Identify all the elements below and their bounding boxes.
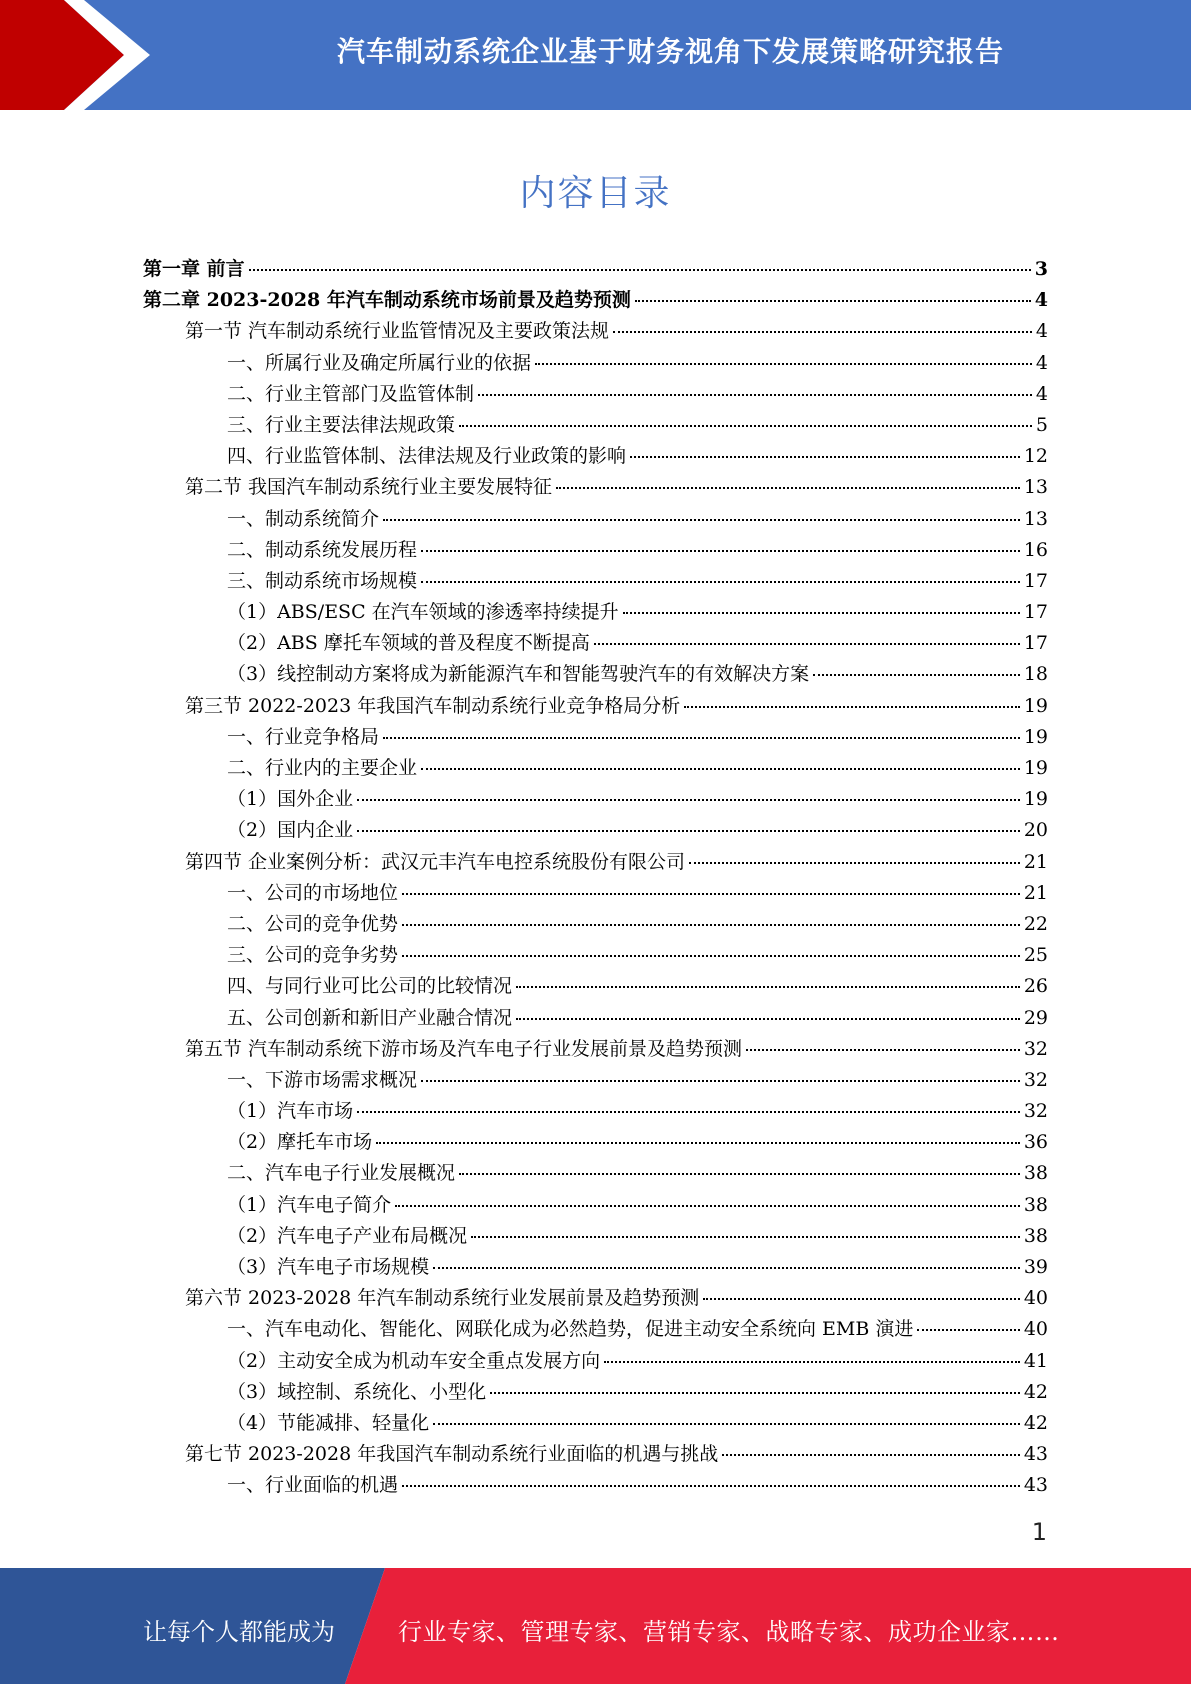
toc-entry-page: 42 (1023, 1380, 1048, 1403)
toc-entry[interactable] (143, 1221, 1048, 1252)
toc-entry-title: 二、公司的竞争优势 (227, 912, 399, 935)
toc-dot-leader (613, 331, 1032, 333)
toc-entry-page: 21 (1023, 850, 1048, 873)
header-title: 汽车制动系统企业基于财务视角下发展策略研究报告 (336, 35, 1004, 68)
toc-entry[interactable] (143, 1377, 1048, 1408)
footer-slogan-left: 让每个人都能成为 (143, 1618, 335, 1646)
toc-dot-leader (357, 799, 1020, 801)
toc-entry-page: 19 (1023, 725, 1048, 748)
toc-entry-page: 32 (1023, 1068, 1048, 1091)
toc-entry-page: 43 (1023, 1443, 1048, 1466)
toc-entry-title: 一、公司的市场地位 (227, 881, 399, 904)
footer-slogan-right: 行业专家、管理专家、营销专家、战略专家、成功企业家…… (398, 1618, 1060, 1646)
toc-entry-page: 17 (1023, 632, 1048, 655)
toc-dot-leader (383, 519, 1020, 521)
toc-entry[interactable] (143, 1127, 1048, 1158)
toc-entry-title: 一、行业面临的机遇 (227, 1474, 399, 1497)
page-number: 1 (1031, 1518, 1047, 1546)
toc-entry-page: 38 (1023, 1193, 1048, 1216)
toc-entry-page: 19 (1023, 757, 1048, 779)
toc-dot-leader (421, 1080, 1020, 1082)
toc-entry-page: 17 (1023, 569, 1048, 592)
toc-dot-leader (459, 1173, 1020, 1175)
toc-dot-leader (813, 674, 1020, 676)
toc-entry-page: 16 (1023, 538, 1048, 561)
toc-entry-title: （1）汽车电子简介 (227, 1193, 392, 1216)
toc-dot-leader (516, 1018, 1020, 1020)
toc-dot-leader (421, 768, 1020, 770)
toc-entry-title: （2）摩托车市场 (227, 1131, 373, 1154)
toc-dot-leader (421, 581, 1020, 583)
toc-dot-leader (556, 487, 1020, 489)
toc-entry-title: 二、行业内的主要企业 (227, 757, 418, 779)
toc-entry-title: 四、行业监管体制、法律法规及行业政策的影响 (227, 445, 627, 468)
toc-dot-leader (703, 1298, 1020, 1300)
toc-entry[interactable] (143, 597, 1048, 628)
toc-entry-title: 第二章 2023-2028 年汽车制动系统市场前景及趋势预测 (143, 289, 631, 312)
toc-dot-leader (594, 643, 1020, 645)
toc-entry[interactable] (143, 784, 1048, 815)
toc-entry-title: 第六节 2023-2028 年汽车制动系统行业发展前景及趋势预测 (185, 1287, 700, 1310)
toc-entry-page: 38 (1023, 1224, 1048, 1247)
toc-entry[interactable] (143, 628, 1048, 659)
toc-entry-title: （2）主动安全成为机动车安全重点发展方向 (227, 1349, 601, 1372)
toc-dot-leader (604, 1361, 1020, 1363)
toc-entry[interactable] (143, 1346, 1048, 1377)
toc-entry[interactable] (143, 847, 1048, 878)
toc-entry[interactable] (143, 285, 1048, 316)
toc-entry-page: 13 (1023, 476, 1048, 499)
toc-entry[interactable] (143, 254, 1048, 285)
toc-dot-leader (395, 1205, 1020, 1207)
toc-entry[interactable] (143, 971, 1048, 1002)
toc-entry-page: 40 (1023, 1318, 1048, 1341)
toc-entry-title: 一、所属行业及确定所属行业的依据 (227, 351, 532, 374)
toc-entry-page: 18 (1023, 663, 1048, 686)
toc-entry-page: 21 (1023, 881, 1048, 904)
toc-entry-page: 4 (1035, 320, 1048, 343)
toc-entry-page: 42 (1023, 1411, 1048, 1434)
toc-entry-title: （2）汽车电子产业布局概况 (227, 1224, 468, 1247)
toc-entry-title: 一、制动系统简介 (227, 507, 380, 530)
toc-entry-page: 39 (1023, 1256, 1048, 1278)
toc-title: 内容目录 (519, 173, 672, 214)
toc-entry[interactable] (143, 441, 1048, 472)
toc-entry-title: （1）ABS/ESC 在汽车领域的渗透率持续提升 (227, 601, 619, 624)
toc-entry-page: 3 (1034, 258, 1048, 280)
toc-entry[interactable] (143, 1096, 1048, 1127)
toc-dot-leader (471, 1236, 1020, 1238)
toc-entry[interactable] (143, 815, 1048, 846)
toc-dot-leader (689, 862, 1020, 864)
toc-entry-title: 二、汽车电子行业发展概况 (227, 1162, 456, 1185)
toc-entry[interactable] (143, 940, 1048, 971)
toc-entry-page: 20 (1023, 819, 1048, 842)
toc-entry-title: 一、下游市场需求概况 (227, 1068, 418, 1091)
toc-entry-page: 19 (1023, 788, 1048, 811)
toc-dot-leader (478, 394, 1032, 396)
toc-entry-page: 13 (1023, 507, 1048, 530)
toc-entry-title: 三、行业主要法律法规政策 (227, 413, 456, 436)
toc-entry[interactable] (143, 691, 1048, 722)
toc-entry-title: （2）国内企业 (227, 819, 354, 842)
toc-entry-page: 22 (1023, 912, 1048, 935)
toc-entry-title: 第一章 前言 (143, 258, 245, 280)
toc-entry-title: 第二节 我国汽车制动系统行业主要发展特征 (185, 476, 553, 499)
toc-dot-leader (516, 986, 1020, 988)
toc-entry-title: 五、公司创新和新旧产业融合情况 (227, 1006, 513, 1029)
toc-entry[interactable] (143, 1034, 1048, 1065)
toc-entry-title: 第五节 汽车制动系统下游市场及汽车电子行业发展前景及趋势预测 (185, 1037, 743, 1060)
toc-dot-leader (490, 1392, 1020, 1394)
toc-entry-title: （1）汽车市场 (227, 1100, 354, 1123)
toc-dot-leader (630, 456, 1020, 458)
toc-dot-leader (459, 425, 1032, 427)
toc-dot-leader (433, 1423, 1020, 1425)
toc-entry-page: 41 (1023, 1349, 1048, 1372)
toc-entry-title: （4）节能减排、轻量化 (227, 1411, 430, 1434)
toc-dot-leader (535, 363, 1032, 365)
toc-entry-title: （3）域控制、系统化、小型化 (227, 1380, 487, 1403)
toc-entry-page: 29 (1023, 1006, 1048, 1029)
toc-entry[interactable] (143, 878, 1048, 909)
toc-entry-title: （2）ABS 摩托车领域的普及程度不断提高 (227, 632, 590, 655)
toc-entry-title: 第三节 2022-2023 年我国汽车制动系统行业竞争格局分析 (185, 694, 681, 717)
toc-dot-leader (402, 1485, 1020, 1487)
toc-entry-title: 三、制动系统市场规模 (227, 569, 418, 592)
toc-entry[interactable] (143, 472, 1048, 503)
toc-entry-page: 25 (1023, 944, 1048, 967)
toc-entry[interactable] (143, 909, 1048, 940)
toc-entry-page: 26 (1023, 975, 1048, 998)
toc-dot-leader (433, 1267, 1020, 1269)
toc-entry[interactable] (143, 504, 1048, 535)
toc-entry-page: 38 (1023, 1162, 1048, 1185)
toc-entry[interactable] (143, 1408, 1048, 1439)
toc-entry-title: （1）国外企业 (227, 788, 354, 811)
toc-entry-page: 36 (1023, 1131, 1048, 1154)
toc-entry-title: （3）汽车电子市场规模 (227, 1256, 430, 1278)
toc-entry-title: 一、行业竞争格局 (227, 725, 380, 748)
toc-entry[interactable] (143, 1065, 1048, 1096)
toc-dot-leader (383, 737, 1020, 739)
toc-dot-leader (917, 1329, 1019, 1331)
toc-entry[interactable] (143, 1283, 1048, 1314)
toc-entry-page: 4 (1035, 351, 1048, 374)
toc-entry-page: 4 (1035, 382, 1048, 405)
toc-entry-page: 17 (1023, 601, 1048, 624)
toc-entry-title: 第一节 汽车制动系统行业监管情况及主要政策法规 (185, 320, 610, 343)
table-of-contents (143, 254, 1048, 1502)
toc-dot-leader (357, 830, 1020, 832)
toc-entry-title: 三、公司的竞争劣势 (227, 944, 399, 967)
toc-entry-title: 二、制动系统发展历程 (227, 538, 418, 561)
toc-dot-leader (684, 706, 1020, 708)
toc-dot-leader (402, 893, 1020, 895)
toc-entry-page: 32 (1023, 1100, 1048, 1123)
toc-entry-page: 43 (1023, 1474, 1048, 1497)
toc-dot-leader (249, 269, 1031, 271)
toc-entry[interactable] (143, 410, 1048, 441)
toc-entry-title: 第七节 2023-2028 年我国汽车制动系统行业面临的机遇与挑战 (185, 1443, 719, 1466)
toc-entry-page: 12 (1023, 445, 1048, 468)
toc-entry-page: 32 (1023, 1037, 1048, 1060)
toc-entry-page: 4 (1034, 289, 1048, 312)
toc-entry[interactable] (143, 1190, 1048, 1221)
toc-entry[interactable] (143, 722, 1048, 753)
toc-entry[interactable] (143, 1439, 1048, 1470)
toc-entry-page: 40 (1023, 1287, 1048, 1310)
toc-dot-leader (402, 924, 1020, 926)
toc-entry[interactable] (143, 348, 1048, 379)
toc-entry-title: 二、行业主管部门及监管体制 (227, 382, 475, 405)
toc-entry-page: 5 (1035, 413, 1048, 436)
toc-entry[interactable] (143, 1003, 1048, 1034)
toc-entry-title: 四、与同行业可比公司的比较情况 (227, 975, 513, 998)
toc-dot-leader (357, 1111, 1020, 1113)
toc-dot-leader (376, 1142, 1020, 1144)
toc-entry-title: 一、汽车电动化、智能化、网联化成为必然趋势，促进主动安全系统向 EMB 演进 (227, 1318, 914, 1341)
toc-dot-leader (746, 1049, 1020, 1051)
toc-dot-leader (421, 550, 1020, 552)
toc-entry-title: 第四节 企业案例分析：武汉元丰汽车电控系统股份有限公司 (185, 850, 686, 873)
toc-entry[interactable] (143, 1252, 1048, 1283)
toc-entry[interactable] (143, 1314, 1048, 1345)
toc-entry[interactable] (143, 535, 1048, 566)
toc-entry[interactable] (143, 1470, 1048, 1501)
toc-dot-leader (635, 300, 1031, 302)
toc-entry[interactable] (143, 659, 1048, 690)
toc-entry[interactable] (143, 379, 1048, 410)
toc-dot-leader (402, 955, 1020, 957)
page-footer (0, 1568, 1191, 1684)
page-header (0, 0, 1191, 110)
toc-entry-page: 19 (1023, 694, 1048, 717)
toc-entry[interactable] (143, 566, 1048, 597)
toc-entry[interactable] (143, 316, 1048, 347)
toc-entry-title: （3）线控制动方案将成为新能源汽车和智能驾驶汽车的有效解决方案 (227, 663, 810, 686)
toc-dot-leader (722, 1454, 1020, 1456)
toc-entry[interactable] (143, 1158, 1048, 1189)
toc-entry[interactable] (143, 753, 1048, 784)
toc-dot-leader (623, 612, 1020, 614)
